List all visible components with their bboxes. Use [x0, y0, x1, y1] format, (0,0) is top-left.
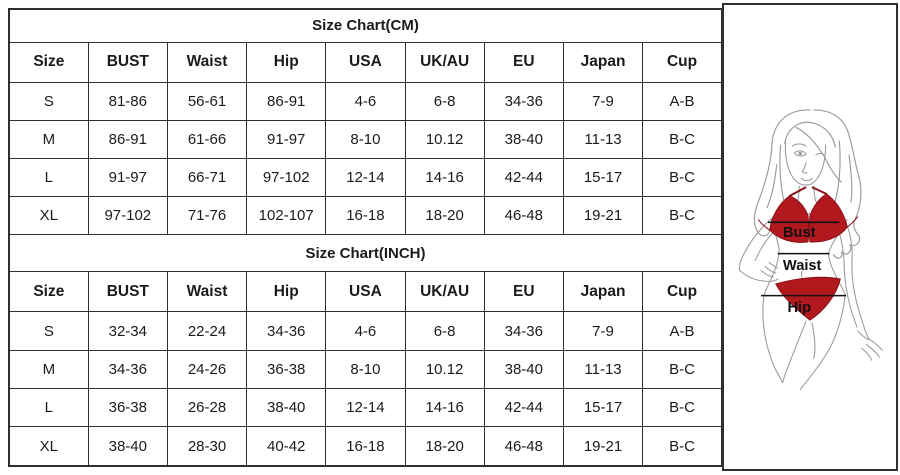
column-header: Cup [643, 42, 722, 82]
table-cell: S [9, 312, 88, 350]
table-cell: 102-107 [247, 197, 326, 235]
table-cell: 86-91 [247, 82, 326, 120]
mouth [801, 178, 812, 180]
table-cell: B-C [643, 388, 722, 426]
column-header: Waist [167, 272, 246, 312]
table-cell: 34-36 [484, 82, 563, 120]
table-cell: 14-16 [405, 158, 484, 196]
table-cell: 14-16 [405, 388, 484, 426]
table-cell: B-C [643, 158, 722, 196]
table-cell: B-C [643, 120, 722, 158]
table-cell: 97-102 [88, 197, 167, 235]
table-cell: 40-42 [247, 427, 326, 466]
table-cell: 4-6 [326, 312, 405, 350]
table-cell: 10.12 [405, 350, 484, 388]
column-header: BUST [88, 42, 167, 82]
table-cell: 61-66 [167, 120, 246, 158]
table-row [9, 82, 722, 120]
cm-table-title: Size Chart(CM) [9, 9, 722, 42]
inch-table-title: Size Chart(INCH) [9, 235, 722, 272]
column-header: Cup [643, 272, 722, 312]
cm-header-row [9, 42, 722, 82]
size-chart-table [8, 8, 723, 467]
table-cell: B-C [643, 427, 722, 466]
table-cell: 38-40 [484, 120, 563, 158]
table-row [9, 350, 722, 388]
table-cell: 34-36 [88, 350, 167, 388]
column-header: Japan [563, 272, 642, 312]
table-cell: 4-6 [326, 82, 405, 120]
table-cell: 26-28 [167, 388, 246, 426]
table-cell: 38-40 [484, 350, 563, 388]
column-header: BUST [88, 272, 167, 312]
table-cell: XL [9, 197, 88, 235]
hip-label: Hip [787, 300, 812, 317]
table-row [9, 120, 722, 158]
table-cell: B-C [643, 350, 722, 388]
column-header: Hip [247, 42, 326, 82]
table-cell: L [9, 388, 88, 426]
table-cell: B-C [643, 197, 722, 235]
column-header: USA [326, 42, 405, 82]
table-cell: 86-91 [88, 120, 167, 158]
table-cell: M [9, 350, 88, 388]
column-header: Hip [247, 272, 326, 312]
table-cell: 6-8 [405, 82, 484, 120]
table-cell: 15-17 [563, 158, 642, 196]
column-header: UK/AU [405, 42, 484, 82]
bust-label: Bust [782, 225, 816, 242]
table-cell: 38-40 [247, 388, 326, 426]
left-pupil [798, 152, 802, 156]
waist-label: Waist [782, 258, 822, 275]
table-cell: 18-20 [405, 197, 484, 235]
column-header: UK/AU [405, 272, 484, 312]
column-header: Waist [167, 42, 246, 82]
table-cell: 38-40 [88, 427, 167, 466]
column-header: Size [9, 42, 88, 82]
table-row [9, 158, 722, 196]
table-cell: 42-44 [484, 388, 563, 426]
table-cell: 34-36 [247, 312, 326, 350]
table-cell: A-B [643, 82, 722, 120]
table-cell: 22-24 [167, 312, 246, 350]
table-cell: 18-20 [405, 427, 484, 466]
table-cell: 46-48 [484, 197, 563, 235]
table-cell: 15-17 [563, 388, 642, 426]
table-cell: 7-9 [563, 82, 642, 120]
table-cell: 11-13 [563, 120, 642, 158]
table-cell: 7-9 [563, 312, 642, 350]
table-row [9, 388, 722, 426]
table-cell: XL [9, 427, 88, 466]
table-cell: 6-8 [405, 312, 484, 350]
table-cell: 91-97 [88, 158, 167, 196]
table-cell: L [9, 158, 88, 196]
column-header: Japan [563, 42, 642, 82]
column-header: EU [484, 272, 563, 312]
table-cell: 19-21 [563, 427, 642, 466]
table-cell: 56-61 [167, 82, 246, 120]
table-cell: 32-34 [88, 312, 167, 350]
table-cell: 42-44 [484, 158, 563, 196]
woman-measurement-illustration [724, 5, 896, 469]
table-cell: 16-18 [326, 427, 405, 466]
table-cell: 11-13 [563, 350, 642, 388]
table-cell: M [9, 120, 88, 158]
table-cell: 36-38 [247, 350, 326, 388]
table-cell: 91-97 [247, 120, 326, 158]
table-row [9, 9, 722, 42]
table-cell: 81-86 [88, 82, 167, 120]
table-row [9, 197, 722, 235]
column-header: EU [484, 42, 563, 82]
nose [802, 163, 807, 173]
table-cell: A-B [643, 312, 722, 350]
table-cell: 97-102 [247, 158, 326, 196]
table-cell: 12-14 [326, 158, 405, 196]
table-cell: 8-10 [326, 350, 405, 388]
table-cell: 71-76 [167, 197, 246, 235]
table-cell: 66-71 [167, 158, 246, 196]
inch-header-row [9, 272, 722, 312]
table-row [9, 235, 722, 272]
left-eyebrow [792, 144, 806, 146]
table-row [9, 312, 722, 350]
table-cell: 12-14 [326, 388, 405, 426]
table-cell: 19-21 [563, 197, 642, 235]
table-cell: 8-10 [326, 120, 405, 158]
column-header: Size [9, 272, 88, 312]
table-cell: 46-48 [484, 427, 563, 466]
measurement-figure-panel [722, 3, 898, 471]
table-cell: 24-26 [167, 350, 246, 388]
table-cell: S [9, 82, 88, 120]
table-cell: 10.12 [405, 120, 484, 158]
column-header: USA [326, 272, 405, 312]
table-cell: 28-30 [167, 427, 246, 466]
table-cell: 36-38 [88, 388, 167, 426]
table-cell: 16-18 [326, 197, 405, 235]
table-row [9, 427, 722, 466]
table-cell: 34-36 [484, 312, 563, 350]
